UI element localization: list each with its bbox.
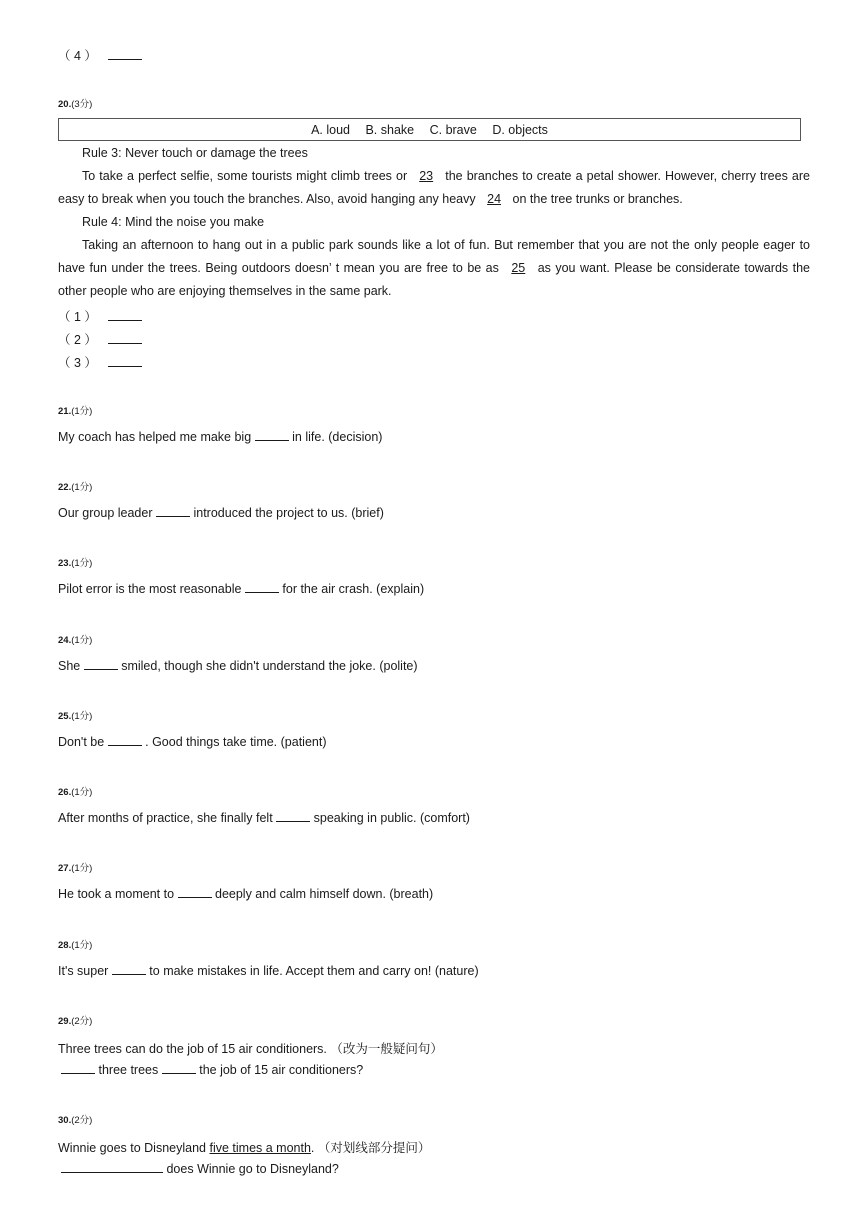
question-header-27 [58, 860, 92, 874]
answer-number: （ 3 ） [58, 356, 97, 370]
rule4-text-2: as you want. Please be considerate towards the other people who are enjoying themselves in the same park. [58, 261, 810, 298]
answer-line-30 [58, 1161, 339, 1176]
text-after: speaking in public. (comfort) [313, 811, 470, 825]
question-score: (3分) [71, 99, 93, 110]
question-text-24 [58, 658, 418, 673]
question-score: (1分) [71, 711, 93, 722]
text-after: to make mistakes in life. Accept them and carry on! (nature) [149, 964, 479, 978]
answer-blank[interactable] [108, 309, 142, 321]
answer-line-29 [58, 1062, 363, 1077]
question-score: (2分) [71, 1115, 93, 1126]
question-number: 20. [58, 99, 72, 110]
question-text-28 [58, 963, 479, 978]
question-number: 27. [58, 863, 72, 874]
text-before: She [58, 659, 81, 673]
text-after: deeply and calm himself down. (breath) [215, 887, 434, 901]
answer-line-4 [58, 46, 142, 64]
question-score: (1分) [71, 406, 93, 417]
rule4-paragraph [58, 234, 810, 303]
answer-blank[interactable] [178, 886, 212, 898]
text-after: . Good things take time. (patient) [145, 735, 327, 749]
question-number: 24. [58, 635, 72, 646]
rule4-title: Rule 4: Mind the noise you make [82, 215, 265, 229]
question-number: 29. [58, 1016, 72, 1027]
question-number: 28. [58, 940, 72, 951]
question-text-26 [58, 810, 470, 825]
question-header-23 [58, 555, 92, 569]
answer-blank[interactable] [112, 963, 146, 975]
answer-blank[interactable] [108, 355, 142, 367]
question-header-29 [58, 1013, 92, 1027]
question-header-25 [58, 708, 92, 722]
answer-blank[interactable] [276, 810, 310, 822]
answer-line-2 [58, 330, 142, 348]
question-header-22 [58, 479, 92, 493]
answer-blank[interactable] [108, 48, 142, 60]
answer-blank[interactable] [156, 505, 190, 517]
text-after: for the air crash. (explain) [282, 582, 425, 596]
question-number: 22. [58, 482, 72, 493]
answer-text-end: the job of 15 air conditioners? [199, 1063, 364, 1077]
text-after: smiled, though she didn't understand the joke. (polite) [121, 659, 418, 673]
question-text-22 [58, 505, 384, 520]
answer-line-1 [58, 307, 142, 325]
text-after: introduced the project to us. (brief) [193, 506, 384, 520]
option-c: C. brave [429, 123, 477, 137]
answer-blank[interactable] [245, 581, 279, 593]
rule3-text-2: the branches to create a petal shower. However, cherry trees are easy to break when you touch the branches. Also, avoid hanging any heavy [58, 169, 810, 206]
question-number: 25. [58, 711, 72, 722]
question-header-30 [58, 1112, 92, 1126]
text-before: He took a moment to [58, 887, 175, 901]
text-before: After months of practice, she finally felt [58, 811, 273, 825]
question-score: (1分) [71, 940, 93, 951]
question-number: 30. [58, 1115, 72, 1126]
question-text-23 [58, 581, 424, 596]
blank-24[interactable]: 24 [487, 192, 502, 206]
question-number: 23. [58, 558, 72, 569]
answer-number: （ 1 ） [58, 310, 97, 324]
question-score: (2分) [71, 1016, 93, 1027]
question-score: (1分) [71, 482, 93, 493]
text-before: It's super [58, 964, 109, 978]
answer-line-3 [58, 353, 142, 371]
option-a: A. loud [311, 123, 350, 137]
text-before: My coach has helped me make big [58, 430, 252, 444]
underlined-phrase: five times a month [209, 1141, 311, 1155]
answer-blank[interactable] [108, 734, 142, 746]
rule3-text-3: on the tree trunks or branches. [512, 192, 683, 206]
answer-text-mid: three trees [98, 1063, 159, 1077]
text-after: in life. (decision) [292, 430, 383, 444]
question-score: (1分) [71, 787, 93, 798]
answer-blank[interactable] [108, 332, 142, 344]
option-d: D. objects [492, 123, 548, 137]
text-before: Winnie goes to Disneyland [58, 1141, 206, 1155]
question-text-29: Three trees can do the job of 15 air conditioners. （改为一般疑问句） [58, 1042, 443, 1056]
question-text-25 [58, 734, 326, 749]
question-score: (1分) [71, 558, 93, 569]
question-score: (1分) [71, 863, 93, 874]
question-header-20 [58, 96, 92, 110]
question-number: 26. [58, 787, 72, 798]
question-text-27 [58, 886, 433, 901]
text-after: . （对划线部分提问） [310, 1141, 431, 1155]
question-number: 21. [58, 406, 72, 417]
text-before: Our group leader [58, 506, 153, 520]
text-before: Don't be [58, 735, 105, 749]
answer-number: （ 2 ） [58, 333, 97, 347]
answer-blank[interactable] [255, 429, 289, 441]
question-header-21 [58, 403, 92, 417]
text-before: Pilot error is the most reasonable [58, 582, 242, 596]
question-header-28 [58, 937, 92, 951]
answer-number: （ 4 ） [58, 49, 97, 63]
rule4-text-1: Taking an afternoon to hang out in a public park sounds like a lot of fun. But remember that you are not the only people eager to have fun under the trees. Being outdoors doesn’ t mean you are free to be as [58, 238, 810, 275]
question-text-30 [58, 1138, 430, 1156]
answer-blank-1[interactable] [61, 1062, 95, 1074]
blank-23[interactable]: 23 [419, 169, 434, 183]
options-box [58, 118, 801, 141]
option-b: B. shake [365, 123, 415, 137]
blank-25[interactable]: 25 [511, 261, 526, 275]
question-score: (1分) [71, 635, 93, 646]
rule3-title: Rule 3: Never touch or damage the trees [82, 146, 308, 160]
answer-blank[interactable] [61, 1161, 163, 1173]
rule3-text-1: To take a perfect selfie, some tourists might climb trees or [82, 169, 408, 183]
answer-text-end: does Winnie go to Disneyland? [166, 1162, 339, 1176]
rule3-paragraph [58, 165, 810, 211]
question-header-24 [58, 632, 92, 646]
question-header-26 [58, 784, 92, 798]
answer-blank-2[interactable] [162, 1062, 196, 1074]
question-text-21 [58, 429, 382, 444]
answer-blank[interactable] [84, 658, 118, 670]
